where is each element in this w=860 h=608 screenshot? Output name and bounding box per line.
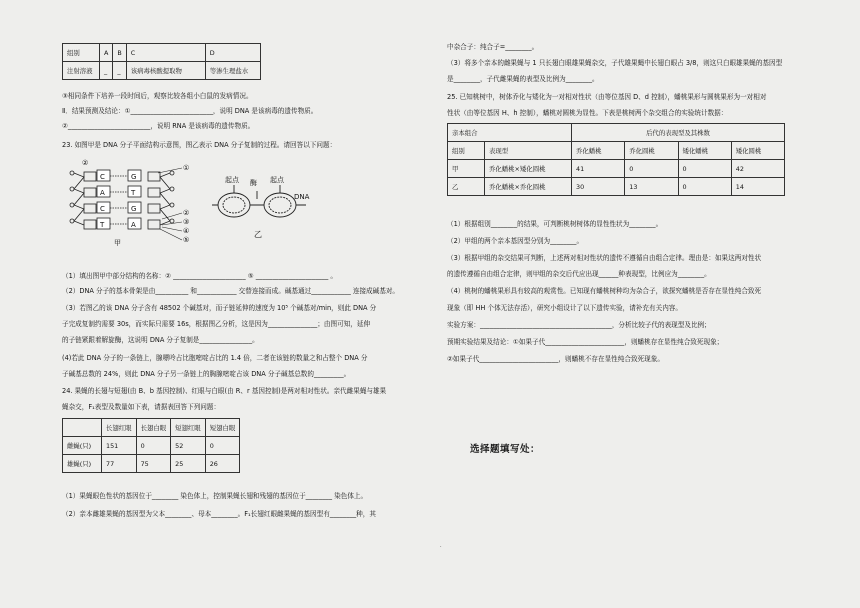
- table-cell: 41: [572, 160, 625, 178]
- table-row: [448, 178, 785, 196]
- text-line: 是________，子代雌果蝇的表型及比例为________。: [447, 75, 599, 83]
- table-row: [63, 419, 240, 437]
- table-cell: 雌蝇(只): [63, 437, 102, 455]
- origin-label: 起点: [225, 176, 239, 184]
- figure-label: ①: [183, 164, 190, 172]
- question-line: 的遗传遵循自由组合定律，则甲组的杂交后代应出现______种表现型，比例应为________。: [447, 270, 711, 278]
- table-cell: 组别: [448, 142, 485, 160]
- text-line: （3）将多个亲本的雌果蝇与 1 只长翅白眼雄果蝇杂交，子代雄果蝇中长翅白眼占 3/8，则这只白眼雄果蝇的基因型: [447, 59, 783, 67]
- enzyme-label: 酶: [250, 179, 257, 187]
- fruitfly-table: [62, 418, 240, 473]
- table-cell: B: [113, 44, 126, 62]
- table-cell: 26: [205, 455, 240, 473]
- table-cell: 亲本组合: [448, 124, 572, 142]
- table-cell: 0: [136, 437, 171, 455]
- table-cell: 0: [678, 160, 731, 178]
- table-cell: 等渗生理盐水: [205, 62, 260, 80]
- table-cell: 注射溶液: [63, 62, 100, 80]
- figure-label: ④: [183, 227, 190, 235]
- table-row: [448, 142, 785, 160]
- table-cell: 42: [731, 160, 784, 178]
- text-line: Ⅱ．结果预测及结论：①_________________________，说明 DNA 是该病毒的遗传物质。: [62, 107, 318, 115]
- table-row: [63, 62, 261, 80]
- question-line: （1）根据组别________的结果，可判断桃树树体的显性性状为________。: [447, 220, 663, 228]
- table-cell: D: [205, 44, 260, 62]
- table-cell: [63, 419, 102, 437]
- base-label: T: [131, 189, 136, 197]
- figure-label: ②: [183, 209, 190, 217]
- page-dot: ·: [440, 544, 442, 550]
- table-cell: 乔化蟠桃: [572, 142, 625, 160]
- text-line: 中杂合子：纯合子=________。: [447, 43, 539, 51]
- table-cell: 0: [205, 437, 240, 455]
- text-line: ②_________________________，说明 RNA 是该病毒的遗传物质。: [62, 122, 255, 130]
- table-cell: 乔化蟠桃×乔化圆桃: [485, 178, 572, 196]
- figure-label-yi: 乙: [254, 230, 262, 239]
- table-cell: 短翅白眼: [205, 419, 240, 437]
- question-line: （1）果蝇眼色性状的基因位于________ 染色体上，控制果蝇长翅和残翅的基因位于________ 染色体上。: [62, 492, 368, 500]
- table-cell: 短翅红眼: [171, 419, 206, 437]
- base-label: G: [131, 205, 137, 213]
- table-cell: 表现型: [485, 142, 572, 160]
- question-line: 实验方案：________________________________________，分析比较子代的表现型及比例；: [447, 321, 711, 329]
- base-label: A: [131, 221, 136, 229]
- answer-area-title: 选择题填写处：: [470, 444, 541, 455]
- table-cell: 组别: [63, 44, 100, 62]
- question-line: 的子链紧跟着解旋酶，这说明 DNA 分子复制是________________。: [62, 336, 259, 344]
- question-24-stem: 蝇杂交，F₁表型及数量如下表，请据表回答下列问题：: [62, 403, 221, 411]
- peach-cross-table: [447, 123, 785, 196]
- table-cell: 乔化蟠桃×矮化圆桃: [485, 160, 572, 178]
- injection-table: [62, 43, 261, 80]
- table-row: [448, 124, 785, 142]
- origin-label: 起点: [270, 176, 284, 184]
- table-cell: 雄蝇(只): [63, 455, 102, 473]
- table-cell: 77: [102, 455, 137, 473]
- question-line: （2）DNA 分子的基本骨架是由__________ 和____________ 交替连接而成。碱基通过____________ 连接成碱基对。: [62, 287, 400, 295]
- table-cell: 14: [731, 178, 784, 196]
- question-line: 预期实验结果及结论：①如果子代________________________，则蟠桃存在显性纯合致死现象；: [447, 338, 724, 346]
- question-line: （2）甲组的两个亲本基因型分别为________。: [447, 237, 584, 245]
- table-cell: 长翅白眼: [136, 419, 171, 437]
- table-row: [63, 437, 240, 455]
- base-label: G: [131, 173, 137, 181]
- table-cell: 13: [625, 178, 678, 196]
- base-label: C: [100, 205, 105, 213]
- question-line: （3）若图乙的该 DNA 分子含有 48502 个碱基对，而子链延伸的速度为 10⁵ 个碱基对/min，则此 DNA 分: [62, 304, 377, 312]
- table-cell: 乔化圆桃: [625, 142, 678, 160]
- table-cell: 该病毒核酸提取物: [126, 62, 205, 80]
- dna-figure: [62, 155, 362, 260]
- table-cell: A: [100, 44, 113, 62]
- table-cell: _: [100, 62, 113, 80]
- question-24-stem: 24. 果蝇的长翅与短翅(由 B、b 基因控制)、红眼与白眼(由 R、r 基因控制)是两对相对性状。亲代雌果蝇与雄果: [62, 387, 387, 395]
- question-line: （3）根据甲组的杂交结果可判断，上述两对相对性状的遗传不遵循自由组合定律。理由是：如果这两对性状: [447, 254, 762, 262]
- table-cell: 25: [171, 455, 206, 473]
- table-cell: 151: [102, 437, 137, 455]
- table-cell: _: [113, 62, 126, 80]
- question-25-stem: 性状（由等位基因 H、h 控制），蟠桃对圆桃为显性。下表是桃树两个杂交组合的实验统计数据：: [447, 109, 728, 117]
- text-line: ③相同条件下培养一段时间后，观察比较各组小白鼠的发病情况。: [62, 92, 253, 100]
- figure-label-jia: 甲: [114, 239, 121, 247]
- base-label: T: [100, 221, 105, 229]
- table-cell: 矮化圆桃: [731, 142, 784, 160]
- question-line: (4)若此 DNA 分子的一条链上，腺嘌呤占比胞嘧啶占比的 1.4 倍，二者在该链的数量之和占整个 DNA 分: [62, 354, 368, 362]
- replication-diagram: [212, 185, 306, 217]
- question-line: （2）亲本雌雄果蝇的基因型为父本________、母本________。F₁长翅红眼雌果蝇的基因型有________种，其: [62, 510, 376, 518]
- table-cell: 0: [625, 160, 678, 178]
- question-line: 子完成复制约需要 30s，而实际只需要 16s，根据图乙分析，这是因为_______________；由图可知，延伸: [62, 320, 371, 328]
- table-cell: 长翅红眼: [102, 419, 137, 437]
- base-label: A: [100, 189, 105, 197]
- table-cell: 矮化蟠桃: [678, 142, 731, 160]
- figure-label: ②: [82, 159, 89, 167]
- question-25-stem: 25. 已知桃树中，树体乔化与矮化为一对相对性状（由等位基因 D、d 控制），蟠桃果形与圆桃果形为一对相对: [447, 93, 767, 101]
- table-row: [63, 44, 261, 62]
- question-line: （1）填出图甲中部分结构的名称：② ______________________ ⑤ ______________________ 。: [62, 272, 337, 280]
- figure-label: ⑤: [183, 236, 190, 244]
- table-row: [63, 455, 240, 473]
- table-cell: 0: [678, 178, 731, 196]
- table-cell: 甲: [448, 160, 485, 178]
- question-line: 现象（即 HH 个体无法存活），研究小组设计了以下遗传实验，请补充有关内容。: [447, 304, 682, 312]
- question-line: 子碱基总数的 24%，则此 DNA 分子另一条链上的胸腺嘧啶占该 DNA 分子碱基总数的_________。: [62, 370, 351, 378]
- question-line: （4）桃树的蟠桃果形具有较高的观赏性。已知现有蟠桃树种均为杂合子，欲探究蟠桃是否存在显性纯合致死: [447, 287, 762, 295]
- table-cell: 52: [171, 437, 206, 455]
- table-cell: 30: [572, 178, 625, 196]
- dna-label: DNA: [294, 193, 310, 201]
- table-row: [448, 160, 785, 178]
- table-cell: 75: [136, 455, 171, 473]
- question-line: ②如果子代________________________，则蟠桃不存在显性纯合致死现象。: [447, 355, 664, 363]
- table-cell: 后代的表现型及其株数: [572, 124, 785, 142]
- figure-label: ③: [183, 218, 190, 226]
- dna-structure-diagram: [70, 171, 174, 229]
- table-cell: C: [126, 44, 205, 62]
- question-23-stem: 23. 如图甲是 DNA 分子平面结构示意图，图乙表示 DNA 分子复制的过程。请回答以下问题：: [62, 141, 337, 149]
- table-cell: 乙: [448, 178, 485, 196]
- base-label: C: [100, 173, 105, 181]
